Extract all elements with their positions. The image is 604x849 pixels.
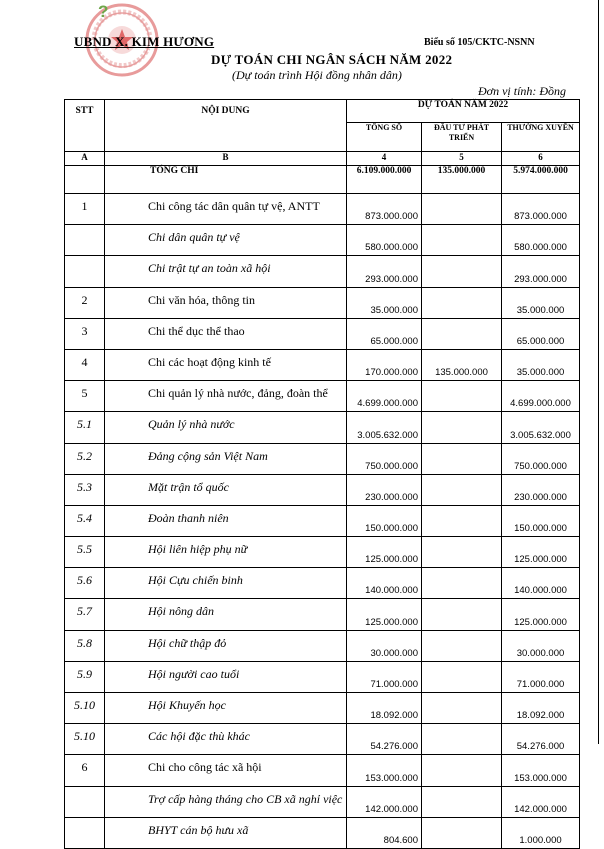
table-row xyxy=(65,287,580,318)
row-regular: 35.000.000 xyxy=(502,287,580,318)
table-row xyxy=(65,755,580,786)
row-label xyxy=(105,443,347,474)
row-regular: 65.000.000 xyxy=(502,318,580,349)
row-label xyxy=(105,225,347,256)
index-cell: 6 xyxy=(502,152,580,166)
row-regular: 3.005.632.000 xyxy=(502,412,580,443)
row-stt: 5.6 xyxy=(65,568,105,599)
row-regular: 1.000.000 xyxy=(502,817,580,848)
row-label-text: Chi cho công tác xã hội xyxy=(148,760,262,775)
row-label-text: Hội người cao tuổi xyxy=(148,666,240,681)
row-label xyxy=(105,724,347,755)
row-label-text: Chi thể dục thể thao xyxy=(148,323,245,338)
row-invest xyxy=(422,318,502,349)
row-invest xyxy=(422,568,502,599)
row-total: 125.000.000 xyxy=(347,599,422,630)
row-stt: 5.8 xyxy=(65,630,105,661)
row-invest xyxy=(422,786,502,817)
row-invest xyxy=(422,256,502,287)
table-row xyxy=(65,443,580,474)
row-stt: 5.4 xyxy=(65,505,105,536)
row-label xyxy=(105,318,347,349)
table-row xyxy=(65,630,580,661)
row-invest xyxy=(422,381,502,412)
row-label-text: Chi trật tự an toàn xã hội xyxy=(148,261,271,276)
row-stt: 5.1 xyxy=(65,412,105,443)
row-regular: 293.000.000 xyxy=(502,256,580,287)
row-total: 4.699.000.000 xyxy=(347,381,422,412)
row-invest xyxy=(422,630,502,661)
total-stt xyxy=(65,166,105,194)
row-invest xyxy=(422,661,502,692)
table-row xyxy=(65,661,580,692)
row-stt: 5 xyxy=(65,381,105,412)
row-regular: 35.000.000 xyxy=(502,349,580,380)
row-label-text: Hội chữ thập đỏ xyxy=(148,635,227,650)
row-total: 580.000.000 xyxy=(347,225,422,256)
row-label-text: Quản lý nhà nước xyxy=(148,417,235,432)
row-total: 65.000.000 xyxy=(347,318,422,349)
row-stt xyxy=(65,817,105,848)
row-invest xyxy=(422,537,502,568)
row-total: 153.000.000 xyxy=(347,755,422,786)
table-row xyxy=(65,225,580,256)
row-regular: 18.092.000 xyxy=(502,693,580,724)
col-group-header: DỰ TOÁN NĂM 2022 xyxy=(347,100,580,123)
document-title: DỰ TOÁN CHI NGÂN SÁCH NĂM 2022 xyxy=(211,52,453,67)
row-regular: 4.699.000.000 xyxy=(502,381,580,412)
page-right-border xyxy=(598,0,599,744)
row-total: 804.600 xyxy=(347,817,422,848)
row-invest xyxy=(422,505,502,536)
row-total: 750.000.000 xyxy=(347,443,422,474)
row-stt xyxy=(65,256,105,287)
row-regular: 125.000.000 xyxy=(502,537,580,568)
row-label xyxy=(105,381,347,412)
total-invest: 135.000.000 xyxy=(422,166,502,194)
row-label-text: Hội Cựu chiến binh xyxy=(148,573,243,588)
table-row xyxy=(65,318,580,349)
row-total: 142.000.000 xyxy=(347,786,422,817)
row-total: 35.000.000 xyxy=(347,287,422,318)
row-total: 140.000.000 xyxy=(347,568,422,599)
row-label-text: Hội Khuyến học xyxy=(148,698,226,712)
row-total: 873.000.000 xyxy=(347,194,422,225)
table-row xyxy=(65,194,580,225)
row-stt xyxy=(65,786,105,817)
row-label-text: Đoàn thanh niên xyxy=(148,510,229,525)
row-regular: 230.000.000 xyxy=(502,474,580,505)
row-stt: 5.9 xyxy=(65,661,105,692)
currency-unit: Đơn vị tính: Đồng xyxy=(478,84,567,98)
row-label xyxy=(105,599,347,630)
row-label-text: Chi các hoạt động kinh tế xyxy=(148,354,271,369)
row-label xyxy=(105,786,347,817)
table-row xyxy=(65,256,580,287)
budget-table xyxy=(64,99,580,849)
row-label xyxy=(105,693,347,724)
row-regular: 71.000.000 xyxy=(502,661,580,692)
row-regular: 142.000.000 xyxy=(502,786,580,817)
index-cell: B xyxy=(105,152,347,166)
total-value: 6.109.000.000 xyxy=(347,166,422,194)
row-stt: 5.7 xyxy=(65,599,105,630)
form-code: Biểu số 105/CKTC-NSNN xyxy=(424,37,535,48)
table-row xyxy=(65,505,580,536)
table-row xyxy=(65,786,580,817)
row-stt: 5.5 xyxy=(65,537,105,568)
row-label-text: Chi dân quân tự vệ xyxy=(148,230,240,245)
row-invest xyxy=(422,817,502,848)
index-cell: A xyxy=(65,152,105,166)
row-stt: 5.3 xyxy=(65,474,105,505)
row-regular: 30.000.000 xyxy=(502,630,580,661)
row-stt: 5.10 xyxy=(65,724,105,755)
table-row xyxy=(65,349,580,380)
row-invest xyxy=(422,755,502,786)
index-cell: 5 xyxy=(422,152,502,166)
table-row xyxy=(65,474,580,505)
row-regular: 54.276.000 xyxy=(502,724,580,755)
table-row xyxy=(65,568,580,599)
row-label-text: Hội liên hiệp phụ nữ xyxy=(148,542,248,557)
row-label-text: Chi văn hóa, thông tin xyxy=(148,292,255,307)
row-stt: 5.2 xyxy=(65,443,105,474)
row-regular: 153.000.000 xyxy=(502,755,580,786)
row-invest xyxy=(422,443,502,474)
row-label xyxy=(105,817,347,848)
col-content-header: NỘI DUNG xyxy=(105,100,347,152)
row-invest xyxy=(422,194,502,225)
row-regular: 873.000.000 xyxy=(502,194,580,225)
row-stt: 2 xyxy=(65,287,105,318)
row-total: 150.000.000 xyxy=(347,505,422,536)
row-total: 3.005.632.000 xyxy=(347,412,422,443)
row-label-text: Trợ cấp hàng tháng cho CB xã nghỉ việc xyxy=(148,791,343,806)
row-label-text: Đảng cộng sản Việt Nam xyxy=(148,448,268,463)
row-invest: 135.000.000 xyxy=(422,349,502,380)
header-row xyxy=(65,100,580,123)
index-row xyxy=(65,152,580,166)
row-total: 293.000.000 xyxy=(347,256,422,287)
row-label-text: Mặt trận tổ quốc xyxy=(148,479,229,494)
col-total-header: TỔNG SỐ xyxy=(347,123,422,152)
total-regular: 5.974.000.000 xyxy=(502,166,580,194)
col-regular-header: THƯỜNG XUYÊN xyxy=(502,123,580,152)
row-stt: 6 xyxy=(65,755,105,786)
table-row xyxy=(65,381,580,412)
row-invest xyxy=(422,599,502,630)
row-label-text: Các hội đặc thù khác xyxy=(148,729,250,744)
row-total: 230.000.000 xyxy=(347,474,422,505)
row-invest xyxy=(422,724,502,755)
row-invest xyxy=(422,474,502,505)
row-label xyxy=(105,287,347,318)
col-stt-header: STT xyxy=(65,100,105,152)
row-label xyxy=(105,661,347,692)
help-mark-icon: ? xyxy=(98,2,109,21)
row-stt xyxy=(65,225,105,256)
row-label xyxy=(105,412,347,443)
row-label xyxy=(105,194,347,225)
row-label xyxy=(105,755,347,786)
table-row xyxy=(65,724,580,755)
index-cell: 4 xyxy=(347,152,422,166)
row-label xyxy=(105,505,347,536)
row-label xyxy=(105,537,347,568)
row-regular: 140.000.000 xyxy=(502,568,580,599)
row-invest xyxy=(422,412,502,443)
row-invest xyxy=(422,693,502,724)
row-total: 18.092.000 xyxy=(347,693,422,724)
table-row xyxy=(65,412,580,443)
row-stt: 1 xyxy=(65,194,105,225)
organization-name: UBND X. KIM HƯƠNG xyxy=(74,34,215,49)
document-subtitle: (Dự toán trình Hội đồng nhân dân) xyxy=(232,68,402,82)
row-label xyxy=(105,630,347,661)
row-invest xyxy=(422,287,502,318)
table-row xyxy=(65,693,580,724)
row-invest xyxy=(422,225,502,256)
row-label-text: Chi công tác dân quân tự vệ, ANTT xyxy=(148,199,320,213)
row-label xyxy=(105,474,347,505)
row-total: 30.000.000 xyxy=(347,630,422,661)
row-stt: 5.10 xyxy=(65,693,105,724)
row-total: 170.000.000 xyxy=(347,349,422,380)
row-total: 125.000.000 xyxy=(347,537,422,568)
row-label xyxy=(105,256,347,287)
row-regular: 750.000.000 xyxy=(502,443,580,474)
row-regular: 580.000.000 xyxy=(502,225,580,256)
row-label-text: BHYT cán bộ hưu xã xyxy=(148,822,249,837)
row-regular: 150.000.000 xyxy=(502,505,580,536)
row-total: 54.276.000 xyxy=(347,724,422,755)
row-label xyxy=(105,568,347,599)
row-label-text: Chi quản lý nhà nước, đảng, đoàn thể xyxy=(148,386,328,401)
total-row xyxy=(65,166,580,194)
table-row xyxy=(65,537,580,568)
row-regular: 125.000.000 xyxy=(502,599,580,630)
row-stt: 3 xyxy=(65,318,105,349)
row-total: 71.000.000 xyxy=(347,661,422,692)
total-label: TỔNG CHI xyxy=(105,166,347,194)
row-label xyxy=(105,349,347,380)
col-invest-header: ĐẦU TƯ PHÁT TRIỂN xyxy=(422,123,502,152)
table-row xyxy=(65,599,580,630)
row-label-text: Hội nông dân xyxy=(148,604,214,619)
row-stt: 4 xyxy=(65,349,105,380)
table-row xyxy=(65,817,580,848)
